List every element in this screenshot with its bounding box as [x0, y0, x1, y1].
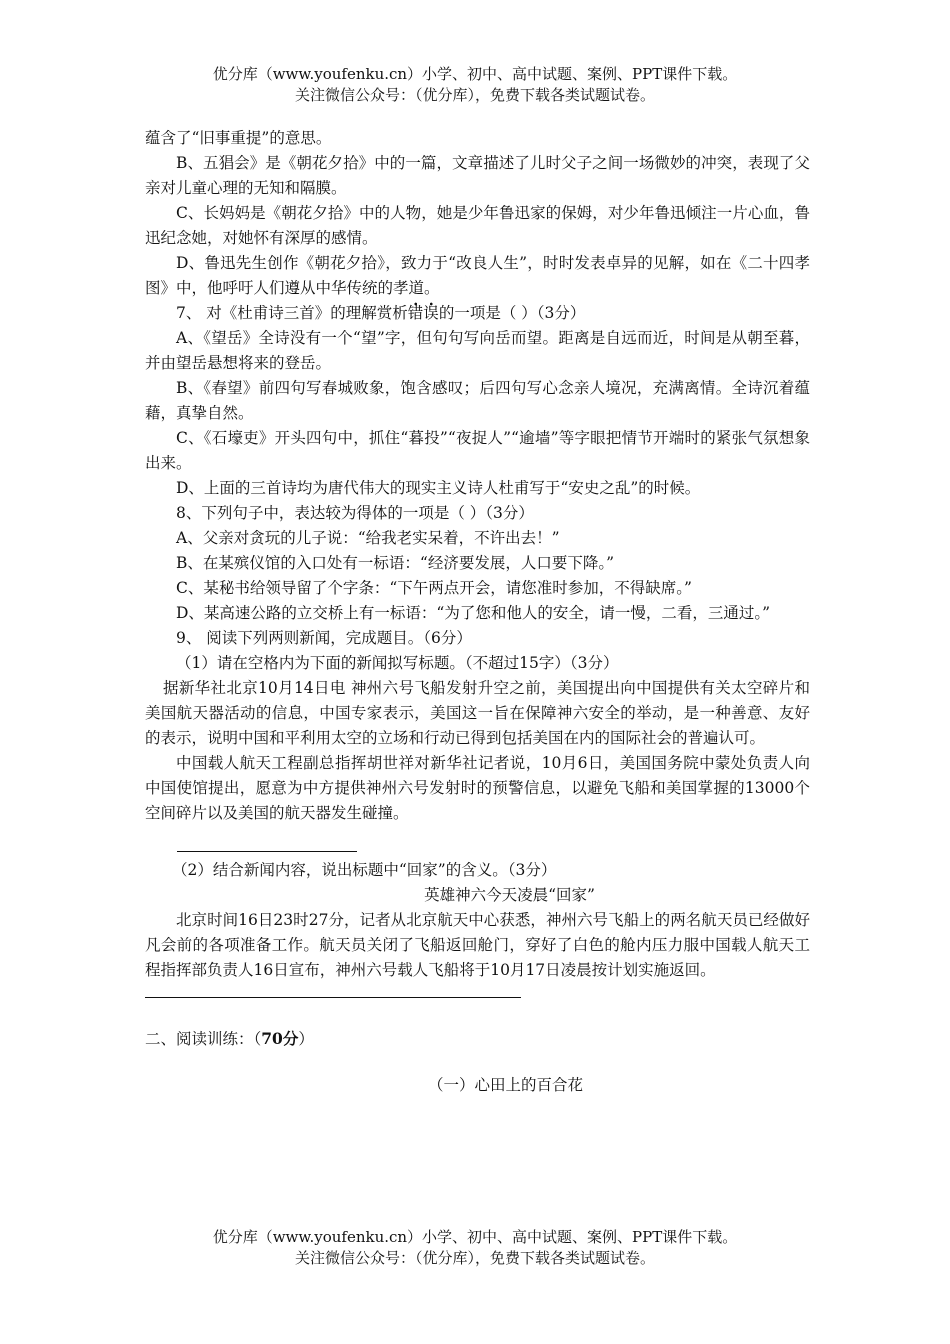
question-8: 8、下列句子中，表达较为得体的一项是（ ）（3分） [176, 504, 534, 522]
question-9-part-1: （1）请在空格内为下面的新闻拟写标题。（不超过15字）（3分） [176, 654, 619, 672]
q8-option-b: B、在某殡仪馆的入口处有一标语：“经济要发展，人口要下降。” [176, 554, 614, 572]
page-header [0, 64, 950, 106]
q6-option-d: D、鲁迅先生创作《朝花夕拾》，致力于“改良人生”，时时发表卓异的见解，如在《二十四孝图》中，他呼吁人们遵从中华传统的孝道。 [145, 254, 810, 297]
q7-text-pre: 7、 对《杜甫诗三首》的理解赏析 [176, 304, 408, 322]
q8-option-a: A、父亲对贪玩的儿子说：“给我老实呆着，不许出去！” [176, 529, 560, 547]
header-line-1: 优分库（www.youfenku.cn）小学、初中、高中试题、案例、PPT课件下载。 [212, 65, 738, 83]
footer-line-1: 优分库（www.youfenku.cn）小学、初中、高中试题、案例、PPT课件下载。 [212, 1228, 738, 1246]
q7-option-b: B、《春望》前四句写春城败象，饱含感叹；后四句写心念亲人境况，充满离情。全诗沉着蕴藉，真挚自然。 [145, 379, 810, 422]
q6-option-c: C、长妈妈是《朝花夕拾》中的人物，她是少年鲁迅家的保姆，对少年鲁迅倾注一片心血，鲁迅纪念她，对她怀有深厚的感情。 [145, 204, 810, 247]
news-1-paragraph-2: 中国载人航天工程副总指挥胡世祥对新华社记者说，10月6日，美国国务院中蒙处负责人向中国使馆提出，愿意为中方提供神州六号发射时的预警信息，以避免飞船和美国掌握的13000个空间碎片以及美国的航天器发生碰撞。 [145, 754, 810, 822]
section-2-score: 70分 [261, 1029, 299, 1048]
q8-option-c: C、某秘书给领导留了个字条：“下午两点开会，请您准时参加，不得缺席。” [176, 579, 692, 597]
q7-emphasis-text: 错误 [407, 304, 439, 322]
section-2-heading [145, 1026, 810, 1052]
section-2-text: 二、阅读训练：（ [145, 1030, 262, 1048]
q7-option-a: A、《望岳》全诗没有一个“望”字，但句句写向岳而望。距离是自远而近，时间是从朝至暮，并由望岳悬想将来的登岳。 [145, 329, 810, 372]
header-line-2: 关注微信公众号：（优分库），免费下载各类试题试卷。 [294, 86, 655, 104]
q8-option-d: D、某高速公路的立交桥上有一标语：“为了您和他人的安全，请一慢，二看，三通过。” [176, 604, 771, 622]
news-2-paragraph: 北京时间16日23时27分，记者从北京航天中心获悉，神州六号飞船上的两名航天员已经做好凡会前的各项准备工作。航天员关闭了飞船返回舱门，穿好了白色的舱内压力服中国载人航天工程指挥部负责人16日宣布，神州六号载人飞船将于10月17日凌晨按计划实施返回。 [145, 911, 810, 979]
question-9-part-2: （2）结合新闻内容，说出标题中“回家”的含义。（3分） [172, 861, 557, 879]
news-1-paragraph-1: 据新华社北京10月14日电 神州六号飞船发射升空之前，美国提出向中国提供有关太空碎片和美国航天器活动的信息，中国专家表示，美国这一旨在保障神六安全的举动，是一种善意、友好的表示，说明中国和平利用太空的立场和行动已得到包括美国在内的国际社会的普遍认可。 [145, 679, 810, 747]
paragraph-continuation: 蕴含了“旧事重提”的意思。 [145, 129, 332, 147]
document-body [145, 126, 810, 1098]
q6-option-b: B、五猖会》是《朝花夕拾》中的一篇，文章描述了儿时父子之间一场微妙的冲突，表现了父亲对儿童心理的无知和隔膜。 [145, 154, 810, 197]
q7-option-d: D、上面的三首诗均为唐代伟大的现实主义诗人杜甫写于“安史之乱”的时候。 [176, 479, 701, 497]
page-footer [0, 1227, 950, 1269]
question-9: 9、 阅读下列两则新闻，完成题目。（6分） [176, 629, 472, 647]
q7-text-post: 的一项是（ ）（3分） [438, 304, 586, 322]
q7-option-c: C、《石壕吏》开头四句中，抓住“暮投”“夜捉人”“逾墙”等字眼把情节开端时的紧张气氛想象出来。 [145, 429, 810, 472]
news-2-title: 英雄神六今天凌晨“回家” [424, 886, 595, 904]
footer-line-2: 关注微信公众号：（优分库），免费下载各类试题试卷。 [294, 1249, 655, 1267]
reading-1-title: （一）心田上的百合花 [427, 1076, 583, 1094]
q7-emphasis [408, 302, 439, 322]
section-2-close: ） [298, 1030, 314, 1048]
spacer [145, 826, 810, 851]
question-7 [145, 301, 810, 326]
